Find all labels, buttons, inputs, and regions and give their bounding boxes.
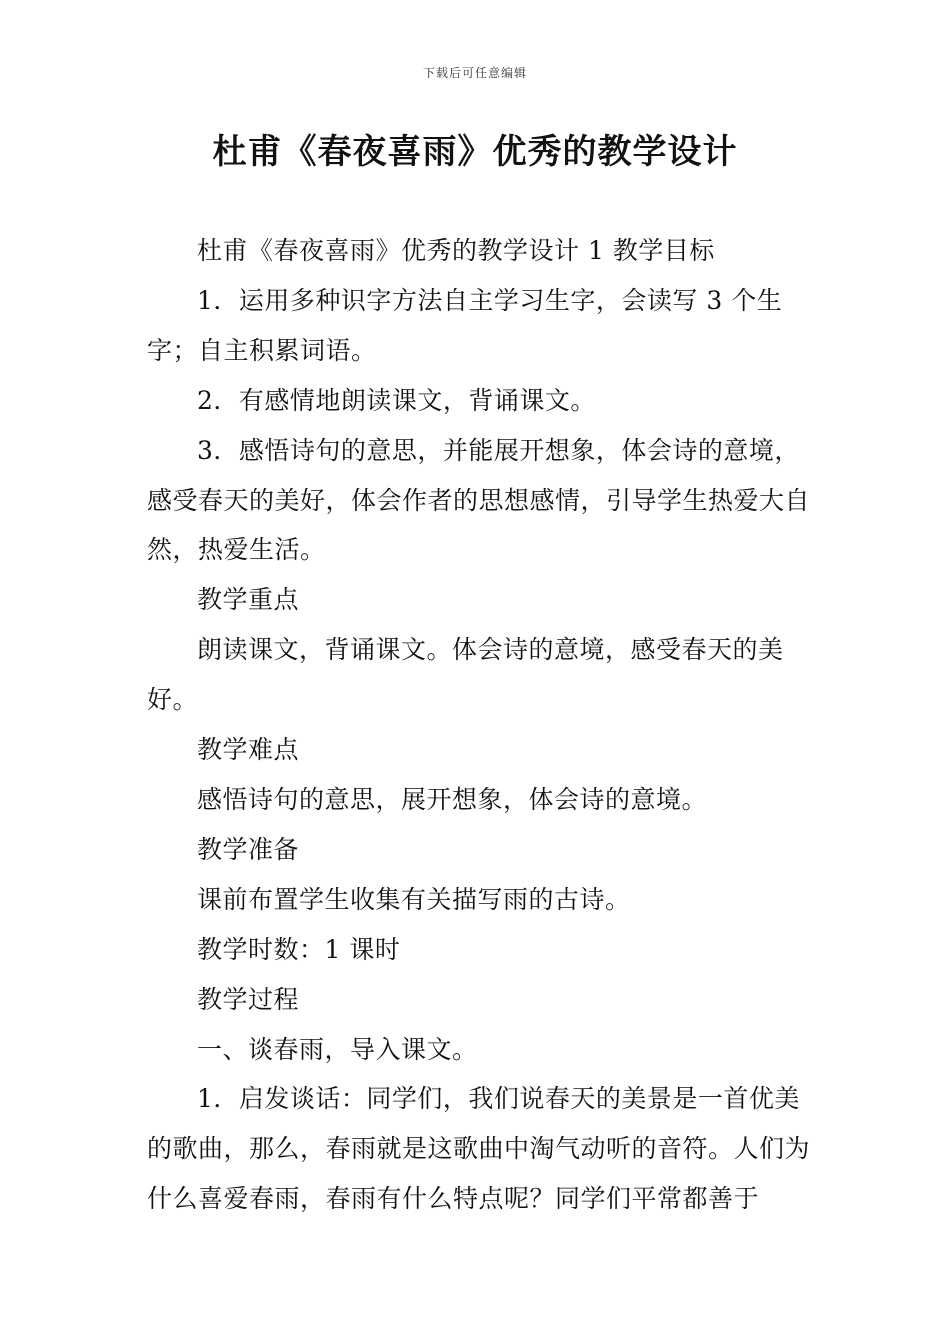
paragraph-difficulties: 感悟诗句的意思，展开想象，体会诗的意境。	[197, 784, 708, 814]
document-title: 杜甫《春夜喜雨》优秀的教学设计	[212, 132, 738, 172]
paragraph-objective-2: 2．有感情地朗读课文，背诵课文。	[197, 385, 596, 415]
header-note: 下载后可任意编辑	[422, 66, 527, 80]
paragraph-preparation-heading: 教学准备	[197, 834, 300, 864]
paragraph-key-points: 朗读课文，背诵课文。体会诗的意境，感受春天的美好。	[147, 635, 784, 715]
paragraph-section-1: 一、谈春雨，导入课文。	[197, 1034, 478, 1064]
document-body	[147, 226, 812, 1224]
paragraph-step-1: 1．启发谈话：同学们，我们说春天的美景是一首优美的歌曲，那么，春雨就是这歌曲中淘气动听的音符。人们为什么喜爱春雨，春雨有什么特点呢？同学们平常都善于	[147, 1084, 811, 1214]
paragraph-key-points-heading: 教学重点	[197, 585, 300, 615]
paragraph-objective-1: 1．运用多种识字方法自主学习生字，会读写 3 个生字；自主积累词语。	[147, 285, 783, 365]
paragraph-difficulties-heading: 教学难点	[197, 735, 300, 765]
paragraph-preparation: 课前布置学生收集有关描写雨的古诗。	[197, 884, 631, 914]
paragraph-objective-3: 3．感悟诗句的意思，并能展开想象，体会诗的意境，感受春天的美好，体会作者的思想感情，引导学生热爱大自然，热爱生活。	[147, 435, 811, 565]
paragraph-class-hours: 教学时数：1 课时	[197, 934, 401, 964]
paragraph-process-heading: 教学过程	[197, 984, 300, 1014]
paragraph-objectives-heading: 杜甫《春夜喜雨》优秀的教学设计 1 教学目标	[197, 236, 715, 265]
